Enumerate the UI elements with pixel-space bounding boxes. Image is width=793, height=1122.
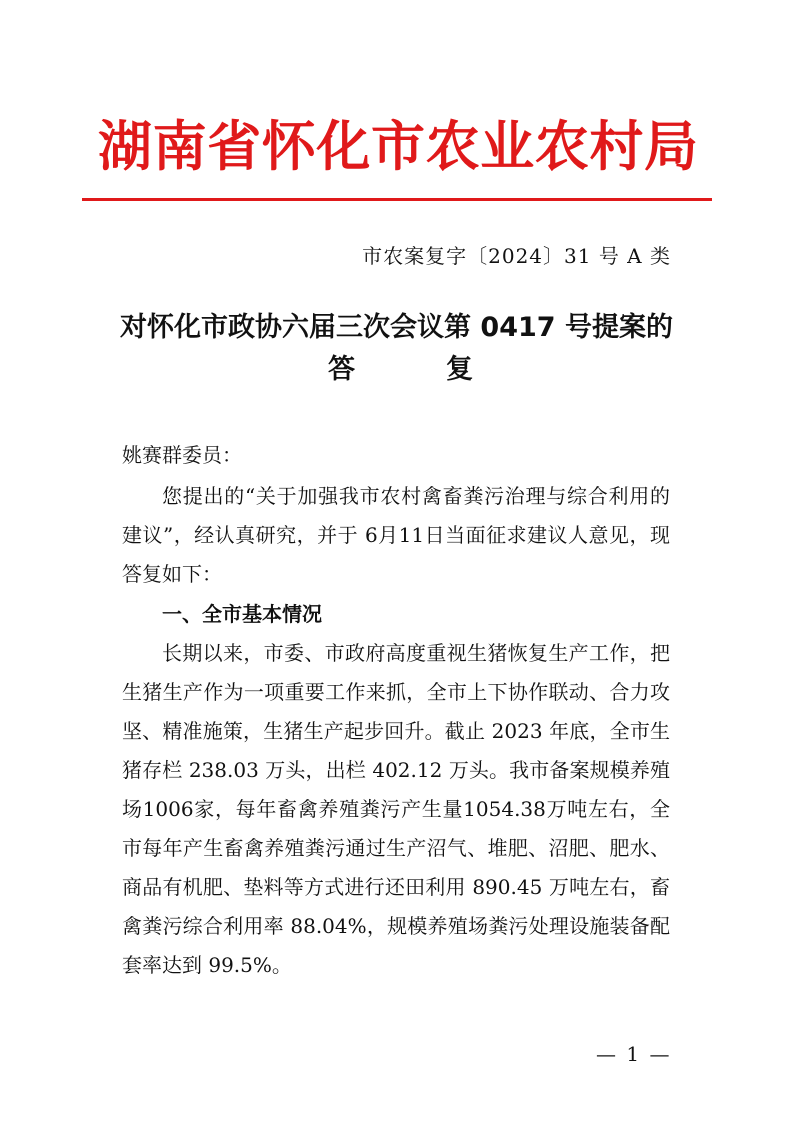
header-char: 湖	[98, 115, 152, 178]
header-char: 化	[316, 115, 371, 178]
title-char: 答	[328, 354, 355, 385]
header-char: 农	[425, 115, 480, 178]
header-divider-line	[82, 198, 712, 201]
header-char: 怀	[261, 115, 316, 178]
document-title-line2	[328, 350, 473, 390]
intro-paragraph: 您提出的“关于加强我市农村禽畜粪污治理与综合利用的建议”，经认真研究，并于 6月11日当面征求建议人意见，现答复如下：	[122, 484, 670, 586]
title-char: 复	[446, 354, 473, 385]
header-char: 业	[480, 115, 535, 178]
header-char: 南	[152, 115, 207, 178]
section-heading: 一、全市基本情况	[162, 602, 322, 626]
header-char: 市	[370, 115, 425, 178]
header-char: 农	[534, 115, 589, 178]
page-number: — 1 —	[596, 1042, 672, 1066]
salutation: 姚赛群委员：	[122, 443, 242, 467]
section-body-paragraph: 长期以来，市委、市政府高度重视生猪恢复生产工作，把生猪生产作为一项重要工作来抓，全市上下协作联动、合力攻坚、精准施策，生猪生产起步回升。截止 2023 年底，全市生猪存栏 238.03 万头，出栏 402.12 万头。我市备案规模养殖场1006家，每年畜禽养殖粪污产生量1054.38万吨左右，全市每年产生畜禽养殖粪污通过生产沼气、堆肥、沼肥、肥水、商品有机肥、垫料等方式进行还田利用 890.45 万吨左右，畜禽粪污综合利用率 88.04%，规模养殖场粪污处理设施装备配套率达到 99.5%。	[122, 641, 670, 977]
header-char: 局	[643, 115, 698, 178]
document-title: 对怀化市政协六届三次会议第 0417 号提案的	[120, 312, 673, 343]
header-char: 村	[589, 115, 644, 178]
header-char: 省	[207, 115, 262, 178]
issuing-authority-header	[98, 112, 698, 182]
document-number: 市农案复字〔2024〕31 号 A 类	[362, 244, 671, 268]
